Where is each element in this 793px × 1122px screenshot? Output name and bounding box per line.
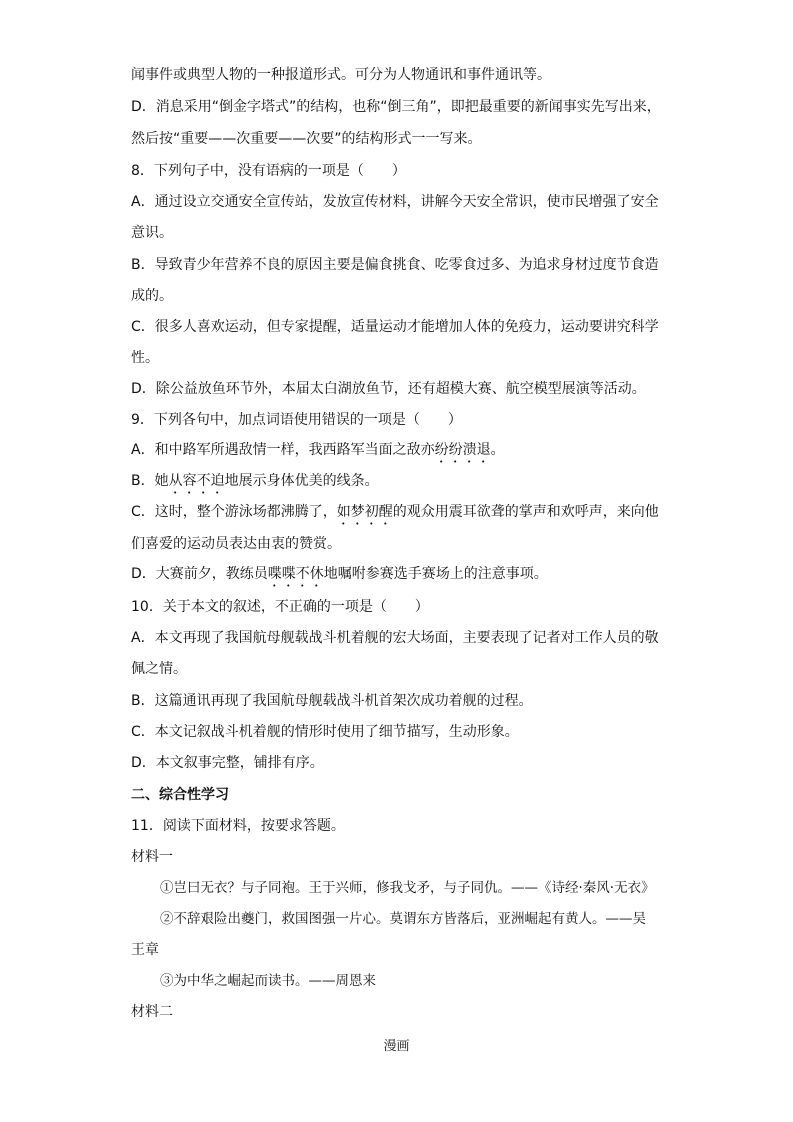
- footer-caption: 漫画: [383, 1039, 410, 1054]
- q10-option-c: C．本文记叙战斗机着舰的情形时使用了细节描写，生动形象。: [131, 724, 519, 740]
- text-span: 。: [490, 442, 505, 458]
- question-10: 10．关于本文的叙述，不正确的一项是（ ）: [131, 599, 429, 615]
- material-label: 材料二: [131, 1004, 173, 1020]
- material-label: 材料一: [131, 849, 173, 865]
- text-span: A．和中路军所遇敌情一样，我西路军当面之敌亦: [131, 442, 435, 458]
- text-line: 性。: [131, 350, 159, 366]
- dotted-phrase: 如梦初醒: [336, 504, 393, 520]
- text-line: 意识。: [131, 225, 173, 241]
- text-span: B．她: [131, 473, 169, 489]
- option-d: D．消息采用“倒金字塔式”的结构，也称“倒三角”，即把最重要的新闻事实先写出来，: [131, 99, 661, 115]
- question-8: 8．下列句子中，没有语病的一项是（ ）: [131, 163, 406, 179]
- q10-option-b: B．这篇通讯再现了我国航母舰载战斗机首架次成功着舰的过程。: [131, 693, 533, 709]
- q9-option-c: [131, 503, 659, 528]
- q8-option-a: A．通过设立交通安全宣传站，发放宣传材料，讲解今天安全常识，使市民增强了安全: [131, 194, 659, 210]
- text-line: 王章: [131, 942, 159, 958]
- text-line: 闻事件或典型人物的一种报道形式。可分为人物通讯和事件通讯等。: [131, 67, 551, 83]
- text-line: 们喜爱的运动员表达由衷的赞赏。: [131, 536, 341, 552]
- material-item: ①岂曰无衣？与子同袍。王于兴师，修我戈矛，与子同仇。——《诗经·秦风·无衣》: [160, 880, 655, 896]
- dotted-phrase: 喋喋不休: [267, 566, 324, 582]
- q10-option-a: A．本文再现了我国航母舰载战斗机着舰的宏大场面，主要表现了记者对工作人员的敬: [131, 630, 659, 646]
- q8-option-b: B．导致青少年营养不良的原因主要是偏食挑食、吃零食过多、为追求身材过度节食造: [131, 257, 659, 273]
- question-11: 11．阅读下面材料，按要求答题。: [131, 818, 345, 834]
- section-heading: 二、综合性学习: [131, 787, 229, 803]
- material-item: ③为中华之崛起而读书。——周恩来: [160, 973, 376, 989]
- text-span: C．这时，整个游泳场都沸腾了，: [131, 504, 337, 520]
- q10-option-d: D．本文叙事完整，铺排有序。: [131, 755, 324, 771]
- text-line: 成的。: [131, 288, 173, 304]
- question-9: 9．下列各句中，加点词语使用错误的一项是（ ）: [131, 412, 462, 428]
- text-span: 地展示身体优美的线条。: [224, 473, 379, 489]
- text-line: 然后按“重要——次重要——次要”的结构形式一一写来。: [131, 131, 482, 147]
- text-span: D．大赛前夕，教练员: [131, 566, 268, 582]
- text-line: 佩之情。: [131, 661, 187, 677]
- q8-option-d: D．除公益放鱼环节外，本届太白湖放鱼节，还有超模大赛、航空模型展演等活动。: [131, 381, 646, 397]
- q9-option-a: [131, 441, 505, 466]
- material-item: ②不辞艰险出夔门，救国图强一片心。莫谓东方皆落后，亚洲崛起有黄人。——吴: [160, 911, 646, 927]
- dotted-phrase: 纷纷溃退: [434, 442, 491, 458]
- text-span: 地嘱咐参赛选手赛场上的注意事项。: [323, 566, 548, 582]
- q8-option-c: C．很多人喜欢运动，但专家提醒，适量运动才能增加人体的免疫力，运动要讲究科学: [131, 319, 659, 335]
- q9-option-b: [131, 472, 379, 497]
- text-span: 的观众用震耳欲聋的掌声和欢呼声，来向他: [392, 504, 659, 520]
- q9-option-d: [131, 565, 548, 590]
- dotted-phrase: 从容不迫: [168, 473, 225, 489]
